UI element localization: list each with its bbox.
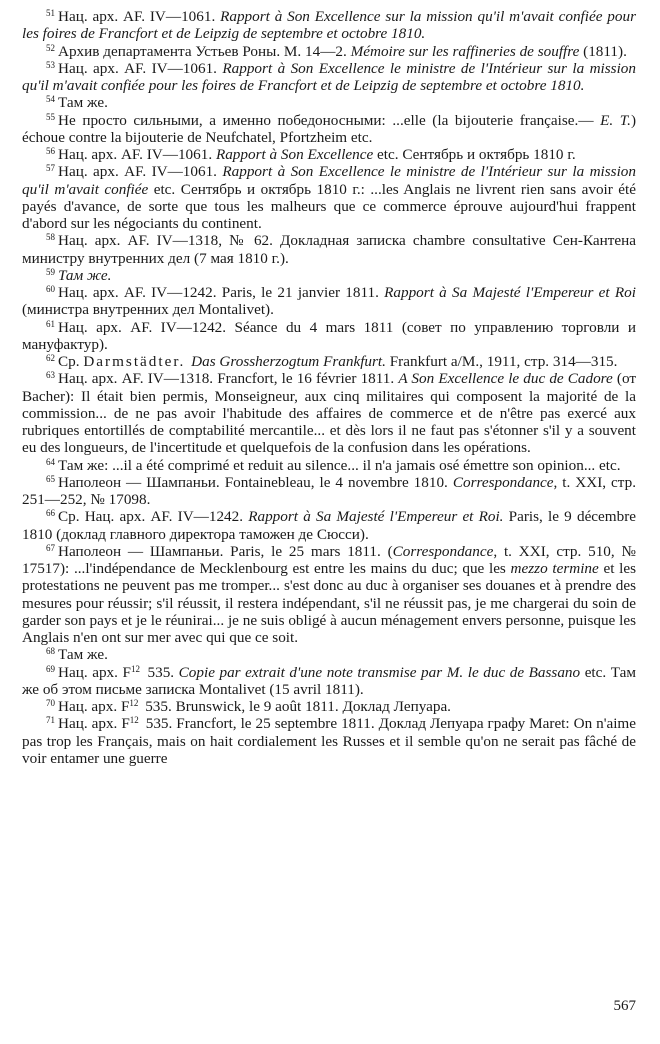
italic-text: Mémoire sur les raffineries de souffre (350, 42, 580, 60)
footnote-text: ) échoue contre la bijouterie de Neufchatel, Pfortzheim etc. (22, 111, 636, 146)
footnote-text: 535. Francfort, le 25 septembre 1811. Доклад Лепуара графу Maret: On n'aime pas trop les Français, mais on hait cordialement les Russes et il semble qu'on ne serait pas fâché de voir entamer une guerre (22, 715, 636, 767)
footnote-text: 535. (142, 663, 179, 681)
footnote-number: 65 (46, 473, 55, 484)
footnote-70 (22, 698, 636, 715)
footnote-text: etc. Сентябрь и октябрь 1810 г.: ...les Anglais ne livrent rien sans avoir été payés d'avance, de sorte que tous les malheurs que ce commerce éprouve aujourd'hui frappent d'abord sur les négociants du continent. (22, 180, 636, 232)
footnote-number: 56 (46, 146, 55, 156)
footnote-62 (22, 353, 636, 370)
footnote-number: 63 (46, 370, 55, 381)
footnote-number: 71 (46, 715, 55, 726)
footnote-number: 59 (46, 266, 55, 277)
italic-text: A Son Excellence le duc de Cadore (398, 370, 613, 388)
footnote-text: Нац. арх. AF. IV—1242. Paris, le 21 janvier 1811. (58, 284, 385, 301)
footnote-58 (22, 232, 636, 267)
footnote-67 (22, 543, 636, 647)
footnote-64 (22, 457, 636, 474)
italic-text: Rapport à Son Excellence le ministre de l'Intérieur sur la mission qu'il m'avait confiée (22, 163, 636, 198)
footnote-number: 58 (46, 232, 55, 243)
footnote-text: Paris, le 9 décembre 1810 (доклад главного директора таможен де Сюсси). (22, 508, 636, 543)
footnote-number: 52 (46, 42, 55, 53)
footnote-number: 55 (46, 111, 55, 122)
footnote-54 (22, 94, 636, 111)
footnote-text: Нац. арх. AF. IV—1061. (58, 163, 223, 181)
superscript: 12 (130, 663, 140, 674)
footnote-text: , t. XXI, стр. 251—252, № 17098. (22, 473, 636, 508)
footnote-71 (22, 715, 636, 767)
footnote-text: Нац. арх. F (58, 663, 131, 681)
italic-text: Rapport à Sa Majesté l'Empereur et Roi (384, 284, 636, 301)
footnote-59 (22, 267, 636, 284)
italic-text: Das Grossherzogtum Frankfurt. (191, 353, 386, 370)
footnote-65 (22, 474, 636, 509)
page-number: 567 (613, 998, 636, 1014)
footnote-68 (22, 646, 636, 663)
footnote-text: Ср. Нац. арх. AF. IV—1242. (58, 508, 249, 526)
footnote-text: Там же. (58, 646, 108, 664)
italic-text: Rapport à Sa Majesté l'Empereur et Roi. (248, 508, 504, 526)
superscript: 12 (129, 698, 139, 708)
footnote-number: 66 (46, 508, 55, 519)
footnote-text: Нац. арх. AF. IV—1318. Francfort, le 16 février 1811. (58, 370, 399, 388)
footnote-60 (22, 284, 636, 319)
footnotes-column (22, 8, 636, 767)
footnote-text: (1811). (579, 42, 627, 60)
footnote-text: (министра внутренних дел Montalivet). (22, 301, 274, 319)
footnote-53 (22, 60, 636, 95)
footnote-number: 51 (46, 8, 55, 18)
footnote-52 (22, 43, 636, 60)
superscript: 12 (129, 715, 139, 726)
footnote-55 (22, 112, 636, 147)
italic-text: Correspondance (392, 542, 494, 560)
footnote-number: 64 (46, 456, 55, 467)
footnote-text: Ср. (58, 353, 84, 370)
italic-text: Rapport à Son Excellence (215, 146, 374, 163)
footnote-number: 61 (46, 318, 55, 329)
footnote-text: (от Bacher): Il était bien permis, Monseigneur, aux cinq militaires qui composent la majorité de la commission... de ne pas avoir l'habitude des affaires de commerce et de n'être pas exercé aux rubriques entortillés de comptabilité mercantile... et dès lors il ne faut pas s'étonner s'il y a souvent eu des longueurs, de l'incertitude et quelquefois de la confusion dans les opérations. (22, 370, 636, 457)
footnote-number: 62 (46, 353, 55, 363)
footnote-text: Нац. арх. AF. IV—1061. (58, 59, 223, 77)
footnote-text: Нац. арх. F (58, 715, 130, 733)
footnote-text: etc. Сентябрь и октябрь 1810 г. (373, 146, 576, 163)
footnote-text: etc. Там же об этом письме записка Montalivet (15 avril 1811). (22, 663, 637, 698)
footnote-text: Наполеон — Шампаньи. Paris, le 25 mars 1811. ( (58, 542, 393, 560)
footnote-text: 535. Brunswick, le 9 août 1811. Доклад Лепуара. (141, 698, 451, 715)
footnote-number: 57 (46, 163, 55, 174)
italic-text: Copie par extrait d'une note transmise par M. le duc de Bassano (178, 663, 581, 681)
footnote-number: 53 (46, 59, 55, 70)
italic-text: Там же. (58, 266, 112, 284)
footnote-text: , t. XXI, стр. 510, № 17517): ...l'indépendance de Mecklenbourg est entre les mains du duc; que les (22, 542, 636, 577)
footnote-text: et les protestations ne peuvent pas me tromper... s'est donc au duc à organiser ses douanes et à prendre des mesures pour réussir; s'il réussit, il restera indépendant, s'il ne réussit pas, je me chargerai du soin de garder son pays et je le réunirai... je ne suis obligé à aucun ménagement envers personne, puisque les Anglais n'en ont sur mer avec qui que ce soit. (22, 560, 636, 646)
footnote-text: Нац. арх. AF. IV—1061. (58, 8, 221, 25)
footnote-text: Там же: ...il a été comprimé et reduit au silence... il n'a jamais osé émettre son opinion... etc. (58, 456, 621, 474)
footnote-69 (22, 664, 636, 699)
footnote-number: 69 (46, 663, 55, 674)
footnote-63 (22, 370, 636, 456)
footnote-51 (22, 8, 636, 43)
footnote-number: 60 (46, 284, 55, 294)
footnote-56 (22, 146, 636, 163)
footnote-57 (22, 163, 636, 232)
italic-text: E. T. (600, 111, 631, 129)
italic-text: Rapport à Son Excellence sur la mission qu'il m'avait confiée pour les foires de Francfort et de Leipzig de septembre et octobre 1810. (22, 8, 636, 43)
footnote-text: Не просто сильными, а именно победоносными: ...elle (la bijouterie française.— (58, 111, 601, 129)
footnote-number: 54 (46, 94, 55, 105)
footnote-text: Darmstädter. (83, 353, 192, 370)
footnote-number: 67 (46, 542, 55, 553)
footnote-number: 68 (46, 646, 55, 657)
footnote-number: 70 (46, 698, 55, 708)
footnote-text: Архив департамента Устьев Роны. М. 14—2. (58, 42, 351, 60)
footnote-text: Наполеон — Шампаньи. Fontainebleau, le 4 novembre 1810. (58, 473, 453, 491)
footnote-61 (22, 319, 636, 354)
footnote-text: Frankfurt a/M., 1911, стр. 314—315. (385, 353, 618, 370)
footnote-text: Нац. арх. F (58, 698, 130, 715)
footnote-text: Там же. (58, 94, 108, 112)
footnote-66 (22, 508, 636, 543)
footnote-text: Нац. арх. AF. IV—1061. (58, 146, 216, 163)
italic-text: Rapport à Son Excellence le ministre de l'Intérieur sur la mission qu'il m'avait confiée pour les foires de Francfort et de Leipzig de septembre et octobre 1810. (22, 59, 636, 94)
italic-text: Correspondance (452, 473, 554, 491)
italic-text: mezzo termine (510, 560, 599, 577)
footnote-text: Нац. арх. AF. IV—1318, № 62. Докладная записка chambre consultative Сен-Кантена министру внутренних дел (7 мая 1810 г.). (22, 232, 636, 267)
footnote-text: Нац. арх. AF. IV—1242. Séance du 4 mars 1811 (совет по управлению торговли и мануфактур). (22, 318, 636, 353)
